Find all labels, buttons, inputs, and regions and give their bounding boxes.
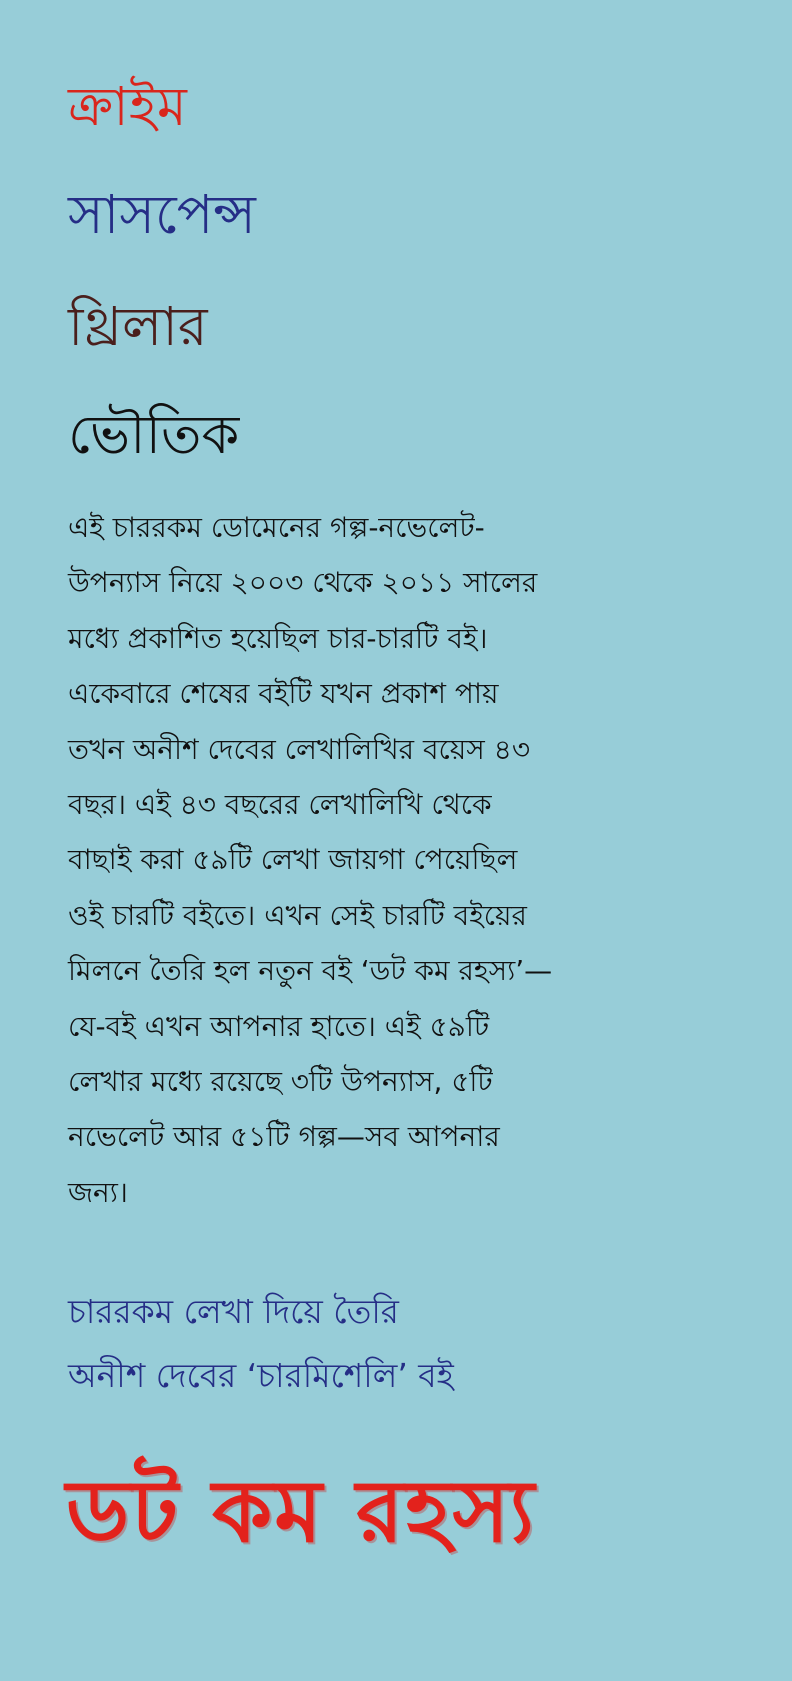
description-line: নভেলেট আর ৫১টি গল্প—সব আপনার — [68, 1120, 500, 1154]
description-line: বাছাই করা ৫৯টি লেখা জায়গা পেয়েছিল — [68, 843, 518, 877]
description-line: তখন অনীশ দেবের লেখালিখির বয়েস ৪৩ — [68, 732, 531, 766]
genre-suspense: সাসপেন্স — [68, 183, 256, 246]
description-line: একেবারে শেষের বইটি যখন প্রকাশ পায় — [68, 677, 499, 711]
description-line: মধ্যে প্রকাশিত হয়েছিল চার-চারটি বই। — [68, 621, 488, 655]
tagline — [68, 1280, 454, 1408]
description-line: মিলনে তৈরি হল নতুন বই ‘ডট কম রহস্য’— — [68, 954, 553, 988]
genre-thriller: থ্রিলার — [68, 295, 208, 358]
genre-crime: ক্রাইম — [68, 75, 187, 138]
description-line: যে-বই এখন আপনার হাতে। এই ৫৯টি — [68, 1009, 490, 1043]
description-line: বছর। এই ৪৩ বছরের লেখালিখি থেকে — [68, 788, 492, 822]
description — [68, 500, 738, 1220]
description-line: এই চাররকম ডোমেনের গল্প-নভেলেট- — [68, 511, 485, 544]
genre-horror: ভৌতিক — [68, 403, 240, 466]
description-line: লেখার মধ্যে রয়েছে ৩টি উপন্যাস, ৫টি — [68, 1065, 493, 1099]
description-line: জন্য। — [68, 1175, 128, 1209]
description-line: ওই চারটি বইতে। এখন সেই চারটি বইয়ের — [68, 898, 527, 932]
tagline-line: অনীশ দেবের ‘চারমিশেলি’ বই — [68, 1356, 454, 1395]
book-title: ডট কম রহস্য — [66, 1462, 537, 1562]
tagline-line: চাররকম লেখা দিয়ে তৈরি — [68, 1292, 399, 1331]
description-line: উপন্যাস নিয়ে ২০০৩ থেকে ২০১১ সালের — [68, 566, 538, 600]
